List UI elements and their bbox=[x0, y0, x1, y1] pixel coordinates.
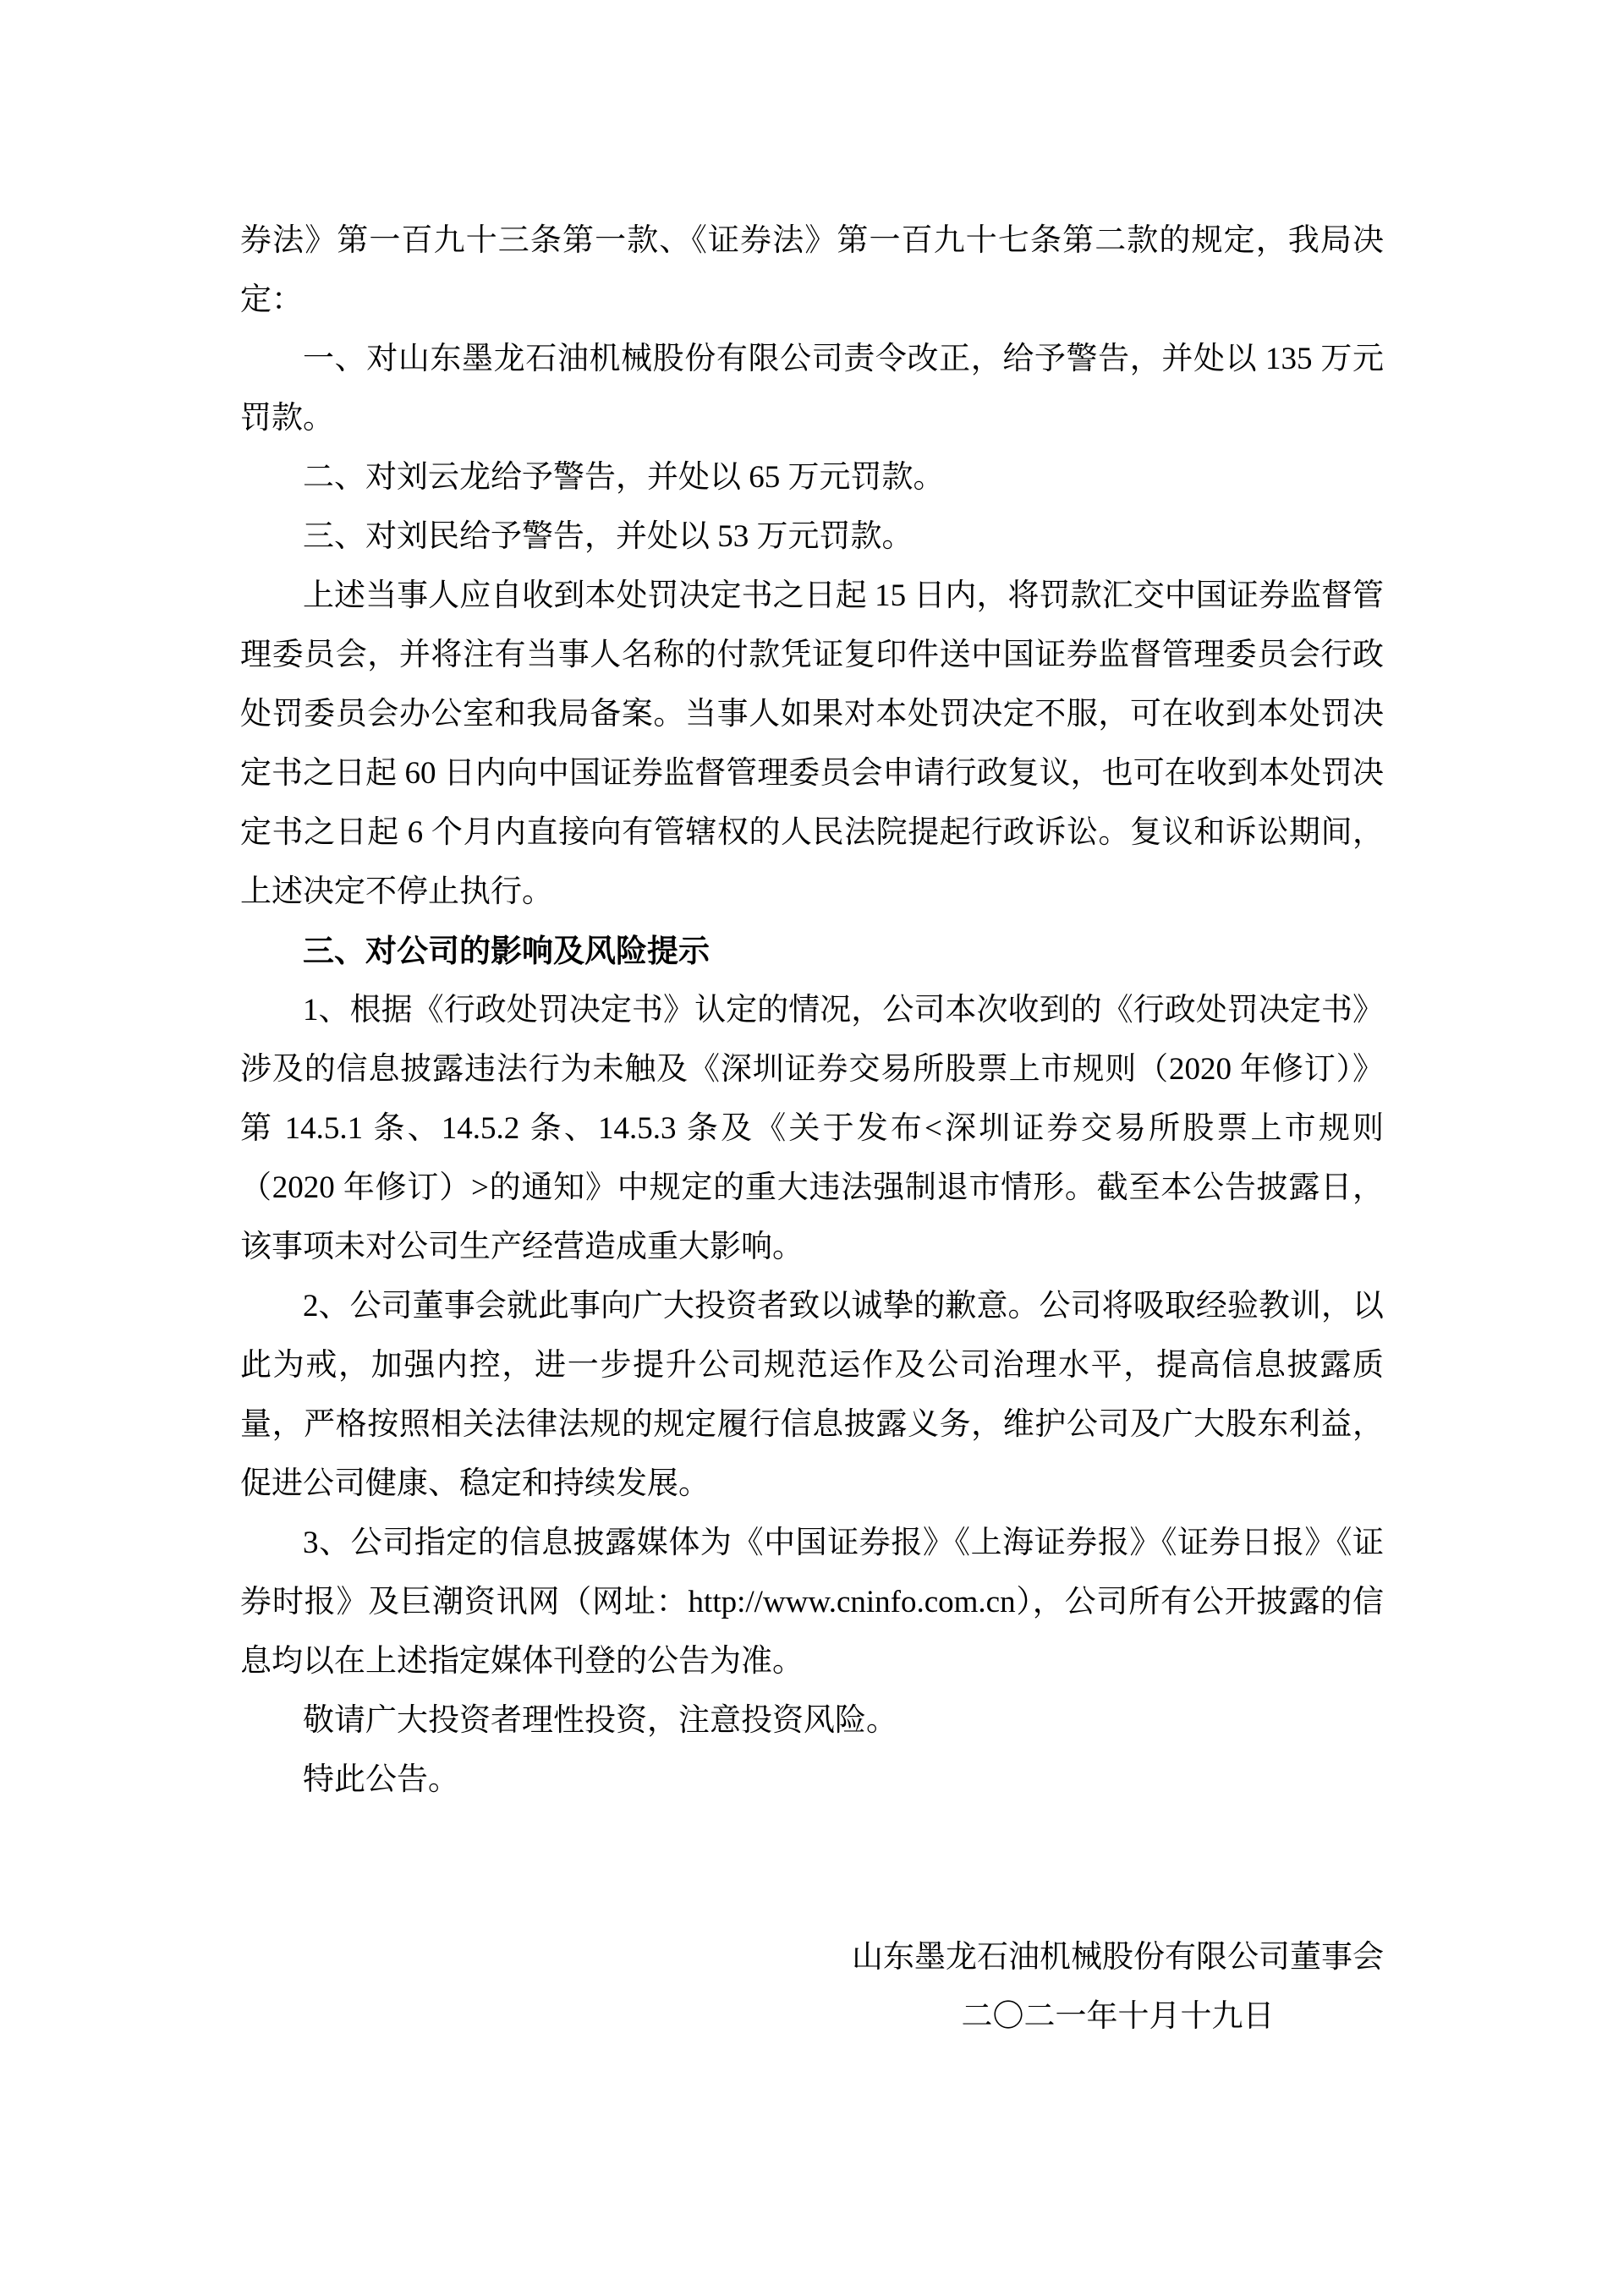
decision-item-1: 一、对山东墨龙石油机械股份有限公司责令改正，给予警告，并处以 135 万元罚款。 bbox=[240, 342, 1384, 436]
section-heading: 三、对公司的影响及风险提示 bbox=[303, 934, 710, 968]
closing-paragraph: 特此公告。 bbox=[303, 1762, 459, 1797]
signature-date: 二〇二一年十月十九日 bbox=[961, 1999, 1275, 2034]
investor-notice: 敬请广大投资者理性投资，注意投资风险。 bbox=[303, 1703, 897, 1738]
risk-item-3: 3、公司指定的信息披露媒体为《中国证券报》《上海证券报》《证券日报》《证券时报》及巨潮资讯网（网址：http://www.cninfo.com.cn），公司所有公开披露的信息均以在上述指定媒体刊登的公告为准。 bbox=[240, 1526, 1384, 1679]
signature-company: 山东墨龙石油机械股份有限公司董事会 bbox=[852, 1940, 1384, 1975]
signature-block bbox=[240, 1928, 1384, 2047]
risk-item-2: 2、公司董事会就此事向广大投资者致以诚挚的歉意。公司将吸取经验教训，以此为戒，加强内控，进一步提升公司规范运作及公司治理水平，提高信息披露质量，严格按照相关法律法规的规定履行信息披露义务，维护公司及广大股东利益，促进公司健康、稳定和持续发展。 bbox=[240, 1289, 1384, 1501]
payment-notice-paragraph: 上述当事人应自收到本处罚决定书之日起 15 日内，将罚款汇交中国证券监督管理委员会，并将注有当事人名称的付款凭证复印件送中国证券监督管理委员会行政处罚委员会办公室和我局备案。当事人如果对本处罚决定不服，可在收到本处罚决定书之日起 60 日内向中国证券监督管理委员会申请行政复议，也可在收到本处罚决定书之日起 6 个月内直接向有管辖权的人民法院提起行政诉讼。复议和诉讼期间，上述决定不停止执行。 bbox=[240, 578, 1384, 909]
paragraph-continuation: 券法》第一百九十三条第一款、《证券法》第一百九十七条第二款的规定，我局决定： bbox=[240, 223, 1384, 317]
decision-item-2: 二、对刘云龙给予警告，并处以 65 万元罚款。 bbox=[303, 460, 945, 495]
risk-item-1: 1、根据《行政处罚决定书》认定的情况，公司本次收到的《行政处罚决定书》涉及的信息披露违法行为未触及《深圳证券交易所股票上市规则（2020 年修订）》第 14.5.1 条、14.5.2 条、14.5.3 条及《关于发布<深圳证券交易所股票上市规则（2020 年修订）>的通知》中规定的重大违法强制退市情形。截至本公告披露日，该事项未对公司生产经营造成重大影响。 bbox=[240, 993, 1384, 1264]
decision-item-3: 三、对刘民给予警告，并处以 53 万元罚款。 bbox=[303, 519, 914, 554]
